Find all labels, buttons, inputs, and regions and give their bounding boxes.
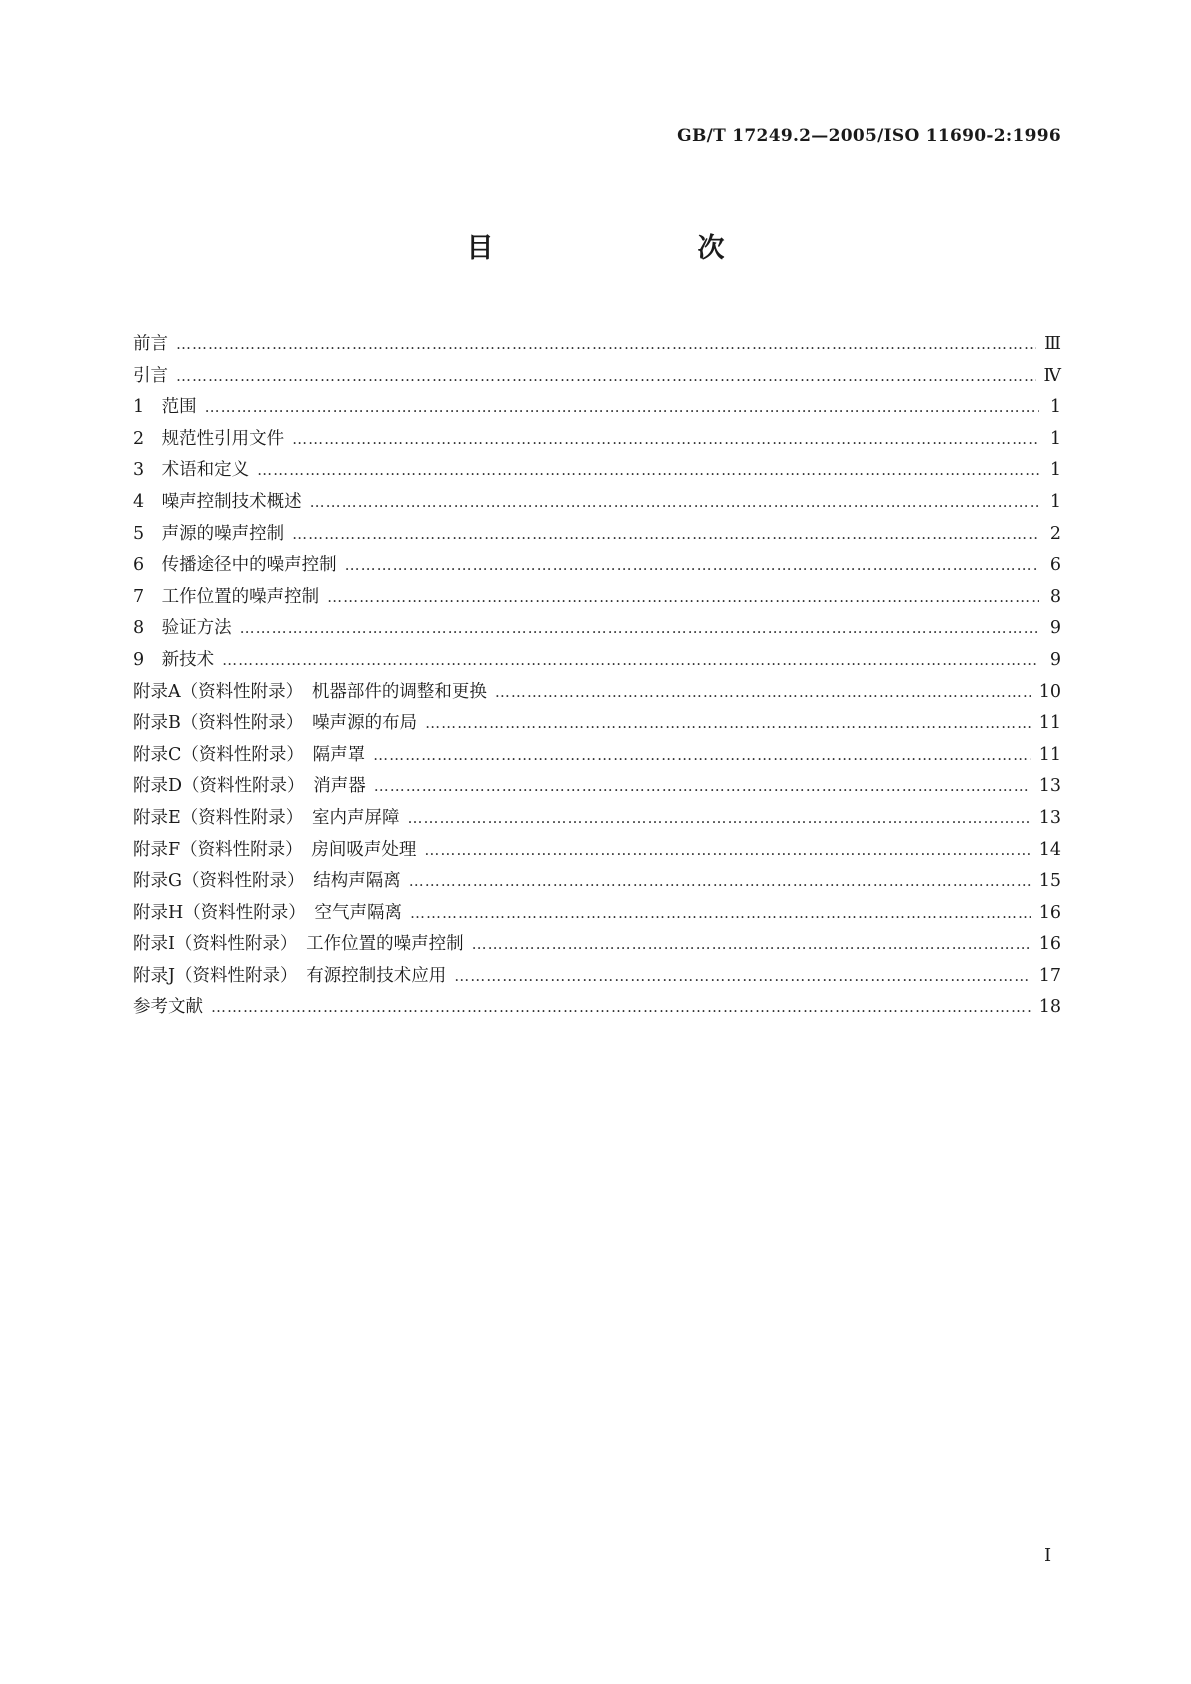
dot-leader [409,872,1031,890]
toc-entry [133,488,1061,520]
toc-entry-page: 11 [1038,744,1061,765]
toc-entry [133,520,1061,552]
toc-entry-label: 附录H（资料性附录） 空气声隔离 [133,902,403,923]
toc-entry-label: 参考文献 [133,997,203,1018]
toc-entry-label: 附录A（资料性附录） 机器部件的调整和更换 [133,681,487,702]
toc-entry [133,583,1061,615]
toc-entry [133,678,1061,710]
toc-entry [133,867,1061,899]
toc-entry-label: 6 传播途径中的噪声控制 [133,555,337,576]
toc-entry-label: 附录G（资料性附录） 结构声隔离 [133,871,401,892]
toc-entry [133,393,1061,425]
toc-entry-page: 9 [1049,618,1061,639]
toc-entry-label: 前言 [133,334,168,354]
toc-entry-label: 附录J（资料性附录） 有源控制技术应用 [133,965,447,986]
toc-entry-label: 附录F（资料性附录） 房间吸声处理 [133,839,417,860]
dot-leader [222,651,1039,669]
dot-leader [310,493,1039,511]
toc-entry-label: 2 规范性引用文件 [133,428,285,449]
toc-entry-label: 8 验证方法 [133,618,232,639]
toc-entry-page: 16 [1038,902,1061,923]
toc-entry-page: Ⅲ [1044,334,1061,354]
toc-entry [133,772,1061,804]
toc-entry-page: 2 [1049,523,1061,544]
toc-entry-page: 18 [1038,997,1061,1018]
toc-entry [133,962,1061,994]
dot-leader [425,714,1031,732]
toc-entry-label: 1 范围 [133,397,197,418]
toc-entry-page: 11 [1038,713,1061,734]
toc-entry [133,709,1061,741]
dot-leader [211,998,1031,1016]
dot-leader [424,841,1030,859]
toc-entry [133,741,1061,773]
toc-title: 目 次 [466,233,775,264]
toc-entry [133,425,1061,457]
toc-entry-page: 1 [1049,428,1061,449]
dot-leader [257,461,1039,479]
toc-entry-page: 10 [1038,681,1061,702]
toc-entry-label: 附录D（资料性附录） 消声器 [133,776,366,797]
toc-entry-page: 1 [1049,491,1061,512]
toc-entry-label: 4 噪声控制技术概述 [133,491,302,512]
table-of-contents [133,330,1061,1025]
toc-entry [133,362,1061,394]
toc-entry-label: 5 声源的噪声控制 [133,523,285,544]
dot-leader [292,525,1039,543]
toc-entry-page: 14 [1038,839,1061,860]
dot-leader [292,430,1039,448]
toc-entry [133,614,1061,646]
dot-leader [327,588,1039,606]
dot-leader [176,367,1036,385]
toc-entry [133,993,1061,1025]
toc-entry-label: 引言 [133,365,168,386]
toc-entry-label: 附录I（资料性附录） 工作位置的噪声控制 [133,934,464,955]
dot-leader [472,935,1031,953]
dot-leader [373,746,1031,764]
toc-entry-page: 15 [1038,871,1061,892]
toc-entry [133,456,1061,488]
dot-leader [408,809,1031,827]
toc-entry-label: 附录B（资料性附录） 噪声源的布局 [133,713,418,734]
toc-entry [133,804,1061,836]
toc-entry-page: 16 [1038,934,1061,955]
toc-entry-page: 8 [1049,586,1061,607]
toc-entry-label: 附录C（资料性附录） 隔声罩 [133,744,366,765]
dot-leader [410,904,1031,922]
toc-entry-page: 13 [1038,807,1061,828]
toc-entry-label: 3 术语和定义 [133,460,250,481]
toc-entry-label: 9 新技术 [133,649,215,670]
toc-entry [133,551,1061,583]
dot-leader [495,683,1031,701]
toc-entry-page: 1 [1049,460,1061,481]
dot-leader [454,967,1030,985]
toc-entry-label: 附录E（资料性附录） 室内声屏障 [133,807,400,828]
dot-leader [345,556,1039,574]
toc-entry-label: 7 工作位置的噪声控制 [133,586,320,607]
dot-leader [374,777,1031,795]
toc-entry-page: 1 [1049,397,1061,418]
standard-number-header: GB/T 17249.2—2005/ISO 11690-2:1996 [677,126,1061,146]
toc-entry [133,930,1061,962]
toc-entry-page: 13 [1038,776,1061,797]
dot-leader [205,398,1039,416]
toc-entry-page: Ⅳ [1043,365,1061,386]
page-number: Ⅰ [1044,1545,1052,1566]
toc-entry [133,330,1061,362]
dot-leader [240,619,1039,637]
dot-leader [176,335,1036,353]
toc-entry [133,899,1061,931]
toc-entry-page: 17 [1038,965,1061,986]
toc-entry [133,646,1061,678]
toc-entry-page: 6 [1049,555,1061,576]
toc-entry [133,836,1061,868]
toc-entry-page: 9 [1049,649,1061,670]
